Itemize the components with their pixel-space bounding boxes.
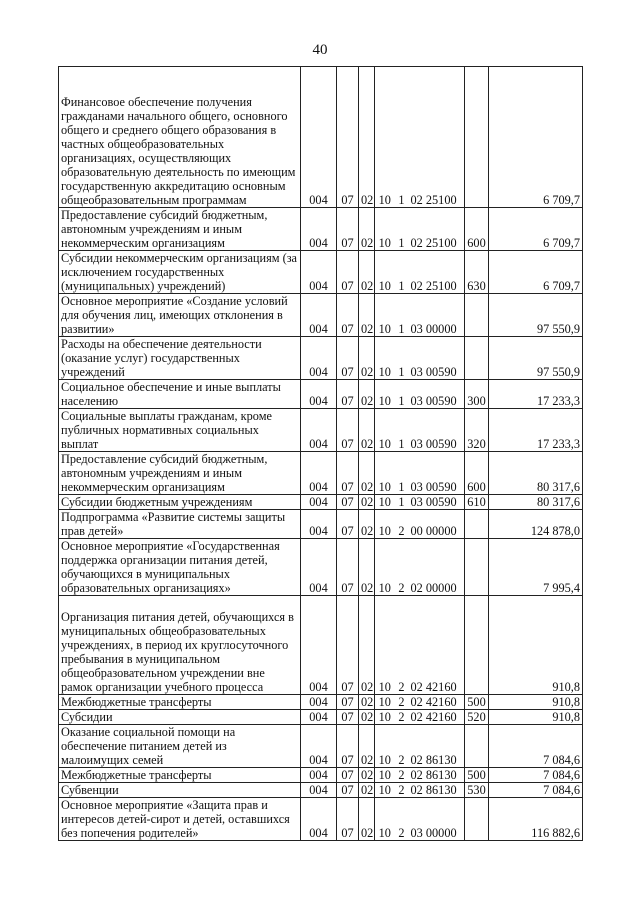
cell-amount: 80 317,6: [489, 452, 583, 495]
cell-amount: 7 995,4: [489, 539, 583, 596]
table-row: [59, 452, 583, 495]
cell-amount: 17 233,3: [489, 380, 583, 409]
cell-ved: 004: [301, 783, 337, 798]
cell-ved: 004: [301, 695, 337, 710]
cell-csr-number: 03 00590: [409, 337, 465, 380]
cell-amount: 97 550,9: [489, 337, 583, 380]
cell-rz: 07: [337, 67, 359, 208]
cell-vr: 320: [465, 409, 489, 452]
cell-rz: 07: [337, 710, 359, 725]
cell-csr: 10: [375, 294, 395, 337]
cell-pr: 02: [359, 710, 375, 725]
cell-pr: 02: [359, 798, 375, 841]
cell-ved: 004: [301, 452, 337, 495]
cell-csr-number: 02 42160: [409, 710, 465, 725]
cell-csr-number: 03 00590: [409, 409, 465, 452]
row-name: Субсидии некоммерческим организациям (за исключением государственных (муниципальных) учреждений): [59, 251, 301, 294]
cell-ved: 004: [301, 710, 337, 725]
cell-csr: 10: [375, 596, 395, 695]
cell-pr: 02: [359, 596, 375, 695]
cell-rz: 07: [337, 695, 359, 710]
cell-vr: [465, 725, 489, 768]
cell-rz: 07: [337, 495, 359, 510]
cell-csr: 10: [375, 798, 395, 841]
cell-rz: 07: [337, 380, 359, 409]
cell-csr-number: 03 00590: [409, 380, 465, 409]
cell-vr: [465, 596, 489, 695]
cell-csr: 10: [375, 695, 395, 710]
cell-rz: 07: [337, 596, 359, 695]
cell-csr-number: 02 00000: [409, 539, 465, 596]
cell-csr-number: 03 00590: [409, 452, 465, 495]
cell-amount: 6 709,7: [489, 251, 583, 294]
cell-ved: 004: [301, 380, 337, 409]
cell-rz: 07: [337, 251, 359, 294]
cell-vr: 610: [465, 495, 489, 510]
cell-pr: 02: [359, 783, 375, 798]
row-name: Межбюджетные трансферты: [59, 768, 301, 783]
cell-csr-number: 03 00590: [409, 495, 465, 510]
cell-csr: 10: [375, 539, 395, 596]
cell-rz: 07: [337, 452, 359, 495]
cell-csr-number: 02 86130: [409, 725, 465, 768]
cell-vr: [465, 337, 489, 380]
cell-amount: 124 878,0: [489, 510, 583, 539]
cell-vr: 500: [465, 768, 489, 783]
cell-ved: 004: [301, 409, 337, 452]
table-row: [59, 725, 583, 768]
row-name: Основное мероприятие «Создание условий для обучения лиц, имеющих отклонения в развитии»: [59, 294, 301, 337]
cell-csr-number: 02 86130: [409, 768, 465, 783]
cell-subprogram: 2: [395, 596, 409, 695]
cell-csr: 10: [375, 725, 395, 768]
table-row: [59, 695, 583, 710]
table-row: [59, 495, 583, 510]
cell-pr: 02: [359, 337, 375, 380]
row-name: Основное мероприятие «Защита прав и интересов детей-сирот и детей, оставшихся без попечения родителей»: [59, 798, 301, 841]
cell-rz: 07: [337, 294, 359, 337]
cell-vr: 300: [465, 380, 489, 409]
cell-ved: 004: [301, 251, 337, 294]
cell-ved: 004: [301, 798, 337, 841]
cell-rz: 07: [337, 783, 359, 798]
cell-amount: 17 233,3: [489, 409, 583, 452]
cell-vr: 600: [465, 452, 489, 495]
cell-amount: 116 882,6: [489, 798, 583, 841]
cell-amount: 910,8: [489, 596, 583, 695]
cell-subprogram: 2: [395, 539, 409, 596]
cell-rz: 07: [337, 337, 359, 380]
cell-ved: 004: [301, 725, 337, 768]
cell-ved: 004: [301, 294, 337, 337]
cell-subprogram: 2: [395, 798, 409, 841]
cell-pr: 02: [359, 380, 375, 409]
cell-rz: 07: [337, 510, 359, 539]
cell-pr: 02: [359, 495, 375, 510]
cell-csr-number: 02 42160: [409, 695, 465, 710]
row-name: Предоставление субсидий бюджетным, автономным учреждениям и иным некоммерческим организациям: [59, 208, 301, 251]
cell-subprogram: 1: [395, 294, 409, 337]
page-number: 40: [312, 42, 328, 58]
cell-vr: [465, 798, 489, 841]
table-row: [59, 596, 583, 695]
cell-rz: 07: [337, 409, 359, 452]
cell-ved: 004: [301, 539, 337, 596]
cell-subprogram: 1: [395, 409, 409, 452]
row-name: Субсидии: [59, 710, 301, 725]
cell-vr: [465, 510, 489, 539]
cell-csr: 10: [375, 452, 395, 495]
budget-table: [58, 66, 583, 841]
table-row: [59, 798, 583, 841]
cell-vr: [465, 294, 489, 337]
cell-vr: 500: [465, 695, 489, 710]
row-name: Финансовое обеспечение получения гражданами начального общего, основного общего и среднего общего образования в частных общеобразовательных организациях, осуществляющих образовательную деятельность по имеющим государственную аккредитацию основным общеобразовательным программам: [59, 67, 301, 208]
cell-csr-number: 02 25100: [409, 67, 465, 208]
cell-subprogram: 1: [395, 452, 409, 495]
cell-csr: 10: [375, 510, 395, 539]
row-name: Организация питания детей, обучающихся в муниципальных общеобразовательных учреждениях, в период их круглосуточного пребывания в муниципальном общеобразовательном учреждении вне рамок организации учебного процесса: [59, 596, 301, 695]
cell-csr-number: 02 42160: [409, 596, 465, 695]
row-name: Межбюджетные трансферты: [59, 695, 301, 710]
cell-subprogram: 1: [395, 337, 409, 380]
cell-rz: 07: [337, 208, 359, 251]
cell-pr: 02: [359, 409, 375, 452]
cell-csr: 10: [375, 409, 395, 452]
cell-pr: 02: [359, 452, 375, 495]
table-row: [59, 294, 583, 337]
cell-ved: 004: [301, 67, 337, 208]
cell-subprogram: 2: [395, 783, 409, 798]
cell-amount: 910,8: [489, 695, 583, 710]
cell-amount: 80 317,6: [489, 495, 583, 510]
cell-pr: 02: [359, 539, 375, 596]
table-row: [59, 783, 583, 798]
cell-csr: 10: [375, 710, 395, 725]
cell-csr-number: 03 00000: [409, 294, 465, 337]
row-name: Социальное обеспечение и иные выплаты населению: [59, 380, 301, 409]
row-name: Оказание социальной помощи на обеспечение питанием детей из малоимущих семей: [59, 725, 301, 768]
cell-subprogram: 2: [395, 725, 409, 768]
cell-vr: [465, 67, 489, 208]
table-row: [59, 710, 583, 725]
table-row: [59, 409, 583, 452]
cell-csr: 10: [375, 768, 395, 783]
row-name: Субсидии бюджетным учреждениям: [59, 495, 301, 510]
cell-csr-number: 02 86130: [409, 783, 465, 798]
cell-csr: 10: [375, 495, 395, 510]
cell-csr: 10: [375, 380, 395, 409]
cell-pr: 02: [359, 695, 375, 710]
cell-csr: 10: [375, 67, 395, 208]
cell-csr-number: 02 25100: [409, 251, 465, 294]
cell-amount: 97 550,9: [489, 294, 583, 337]
cell-csr-number: 00 00000: [409, 510, 465, 539]
row-name: Социальные выплаты гражданам, кроме публичных нормативных социальных выплат: [59, 409, 301, 452]
cell-subprogram: 2: [395, 710, 409, 725]
row-name: Субвенции: [59, 783, 301, 798]
cell-pr: 02: [359, 768, 375, 783]
cell-csr: 10: [375, 783, 395, 798]
table-body: [59, 67, 583, 841]
cell-csr: 10: [375, 251, 395, 294]
cell-pr: 02: [359, 208, 375, 251]
table-row: [59, 208, 583, 251]
cell-csr: 10: [375, 337, 395, 380]
cell-subprogram: 1: [395, 251, 409, 294]
cell-subprogram: 1: [395, 208, 409, 251]
cell-rz: 07: [337, 798, 359, 841]
cell-amount: 7 084,6: [489, 768, 583, 783]
cell-vr: 520: [465, 710, 489, 725]
table-row: [59, 539, 583, 596]
cell-ved: 004: [301, 510, 337, 539]
cell-vr: [465, 539, 489, 596]
cell-pr: 02: [359, 67, 375, 208]
cell-amount: 7 084,6: [489, 725, 583, 768]
cell-amount: 910,8: [489, 710, 583, 725]
cell-csr-number: 02 25100: [409, 208, 465, 251]
cell-ved: 004: [301, 768, 337, 783]
cell-pr: 02: [359, 251, 375, 294]
row-name: Основное мероприятие «Государственная поддержка организации питания детей, обучающихся в муниципальных образовательных организациях»: [59, 539, 301, 596]
cell-rz: 07: [337, 539, 359, 596]
row-name: Подпрограмма «Развитие системы защиты прав детей»: [59, 510, 301, 539]
cell-vr: 530: [465, 783, 489, 798]
cell-subprogram: 2: [395, 768, 409, 783]
cell-subprogram: 2: [395, 695, 409, 710]
cell-rz: 07: [337, 768, 359, 783]
cell-csr-number: 03 00000: [409, 798, 465, 841]
cell-amount: 6 709,7: [489, 208, 583, 251]
cell-pr: 02: [359, 725, 375, 768]
table-row: [59, 380, 583, 409]
row-name: Расходы на обеспечение деятельности (оказание услуг) государственных учреждений: [59, 337, 301, 380]
cell-subprogram: 1: [395, 495, 409, 510]
table-row: [59, 67, 583, 208]
table-row: [59, 510, 583, 539]
cell-rz: 07: [337, 725, 359, 768]
row-name: Предоставление субсидий бюджетным, автономным учреждениям и иным некоммерческим организациям: [59, 452, 301, 495]
cell-ved: 004: [301, 495, 337, 510]
cell-amount: 7 084,6: [489, 783, 583, 798]
cell-pr: 02: [359, 294, 375, 337]
cell-amount: 6 709,7: [489, 67, 583, 208]
table-row: [59, 337, 583, 380]
table-row: [59, 768, 583, 783]
cell-subprogram: 2: [395, 510, 409, 539]
cell-csr: 10: [375, 208, 395, 251]
cell-vr: 600: [465, 208, 489, 251]
table-row: [59, 251, 583, 294]
cell-ved: 004: [301, 208, 337, 251]
cell-ved: 004: [301, 596, 337, 695]
cell-pr: 02: [359, 510, 375, 539]
cell-subprogram: 1: [395, 380, 409, 409]
cell-ved: 004: [301, 337, 337, 380]
cell-vr: 630: [465, 251, 489, 294]
cell-subprogram: 1: [395, 67, 409, 208]
